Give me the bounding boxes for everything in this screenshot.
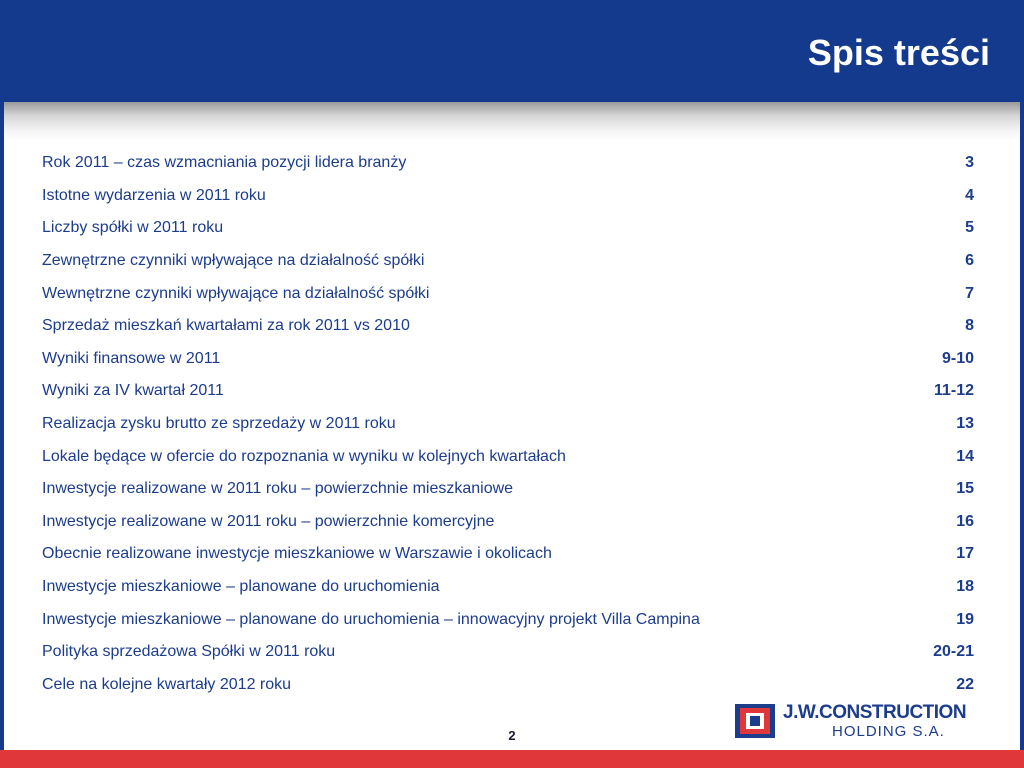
toc-item-label: Inwestycje mieszkaniowe – planowane do uruchomienia: [42, 578, 440, 596]
toc-item-page: 8: [965, 317, 974, 335]
toc-item-page: 13: [956, 415, 974, 433]
toc-item[interactable]: [42, 277, 974, 310]
toc-item[interactable]: [42, 180, 974, 213]
toc-item-label: Wyniki za IV kwartał 2011: [42, 382, 224, 400]
toc-item-page: 9-10: [941, 349, 974, 367]
toc-item-page: 16: [956, 512, 974, 530]
toc-item-label: Liczby spółki w 2011 roku: [42, 219, 224, 237]
toc-item[interactable]: [42, 636, 974, 669]
logo-name: J.W.CONSTRUCTION: [783, 702, 967, 723]
toc-item-page: 15: [956, 480, 974, 498]
page-number: 2: [508, 728, 516, 743]
toc-item[interactable]: [42, 375, 974, 408]
toc-item[interactable]: [42, 571, 974, 604]
toc-item[interactable]: [42, 212, 974, 245]
toc-item-page: 22: [956, 675, 974, 693]
toc-item-page: 18: [956, 578, 974, 596]
logo-square-icon: [735, 704, 775, 738]
toc-item-label: Lokale będące w ofercie do rozpoznania w wyniku w kolejnych kwartałach: [42, 447, 566, 465]
header-bar: [0, 0, 1024, 102]
toc-item-page: 7: [965, 284, 974, 302]
toc-item-page: 6: [965, 252, 974, 270]
toc-item-label: Inwestycje realizowane w 2011 roku – powierzchnie mieszkaniowe: [42, 480, 514, 498]
toc-item-label: Obecnie realizowane inwestycje mieszkaniowe w Warszawie i okolicach: [42, 545, 552, 563]
toc-item-label: Wewnętrzne czynniki wpływające na działalność spółki: [42, 284, 430, 302]
toc-item-label: Istotne wydarzenia w 2011 roku: [42, 186, 266, 204]
toc-item-label: Inwestycje mieszkaniowe – planowane do uruchomienia – innowacyjny projekt Villa Campina: [42, 610, 700, 628]
toc-item-page: 3: [965, 154, 974, 172]
table-of-contents: [42, 147, 974, 701]
toc-item[interactable]: [42, 538, 974, 571]
toc-item[interactable]: [42, 408, 974, 441]
toc-item[interactable]: [42, 506, 974, 539]
toc-item-label: Zewnętrzne czynniki wpływające na działalność spółki: [42, 252, 425, 270]
toc-item-label: Sprzedaż mieszkań kwartałami za rok 2011 vs 2010: [42, 317, 410, 335]
toc-item-page: 14: [956, 447, 974, 465]
toc-item-page: 20-21: [933, 643, 974, 661]
right-frame-border: [1020, 102, 1024, 750]
bottom-frame-border: [0, 750, 1024, 768]
logo-subtitle: HOLDING S.A.: [832, 723, 945, 740]
toc-item[interactable]: [42, 473, 974, 506]
page-title: Spis treści: [807, 32, 990, 73]
toc-item[interactable]: [42, 669, 974, 702]
toc-item-label: Polityka sprzedażowa Spółki w 2011 roku: [42, 643, 336, 661]
toc-item[interactable]: [42, 603, 974, 636]
toc-item-page: 5: [965, 219, 974, 237]
header-shadow: [0, 102, 1024, 142]
toc-item-label: Cele na kolejne kwartały 2012 roku: [42, 675, 292, 693]
toc-item-page: 19: [956, 610, 974, 628]
company-logo: [735, 702, 1000, 742]
toc-item-label: Realizacja zysku brutto ze sprzedaży w 2011 roku: [42, 415, 396, 433]
toc-item-page: 11-12: [933, 382, 974, 400]
toc-item[interactable]: [42, 343, 974, 376]
toc-item-label: Rok 2011 – czas wzmacniania pozycji lidera branży: [42, 154, 407, 172]
toc-item[interactable]: [42, 310, 974, 343]
toc-item-page: 4: [965, 186, 974, 204]
toc-item[interactable]: [42, 147, 974, 180]
toc-item-label: Wyniki finansowe w 2011: [42, 349, 221, 367]
toc-item[interactable]: [42, 440, 974, 473]
toc-item-page: 17: [956, 545, 974, 563]
toc-item-label: Inwestycje realizowane w 2011 roku – powierzchnie komercyjne: [42, 512, 495, 530]
left-frame-border: [0, 102, 4, 750]
toc-item[interactable]: [42, 245, 974, 278]
